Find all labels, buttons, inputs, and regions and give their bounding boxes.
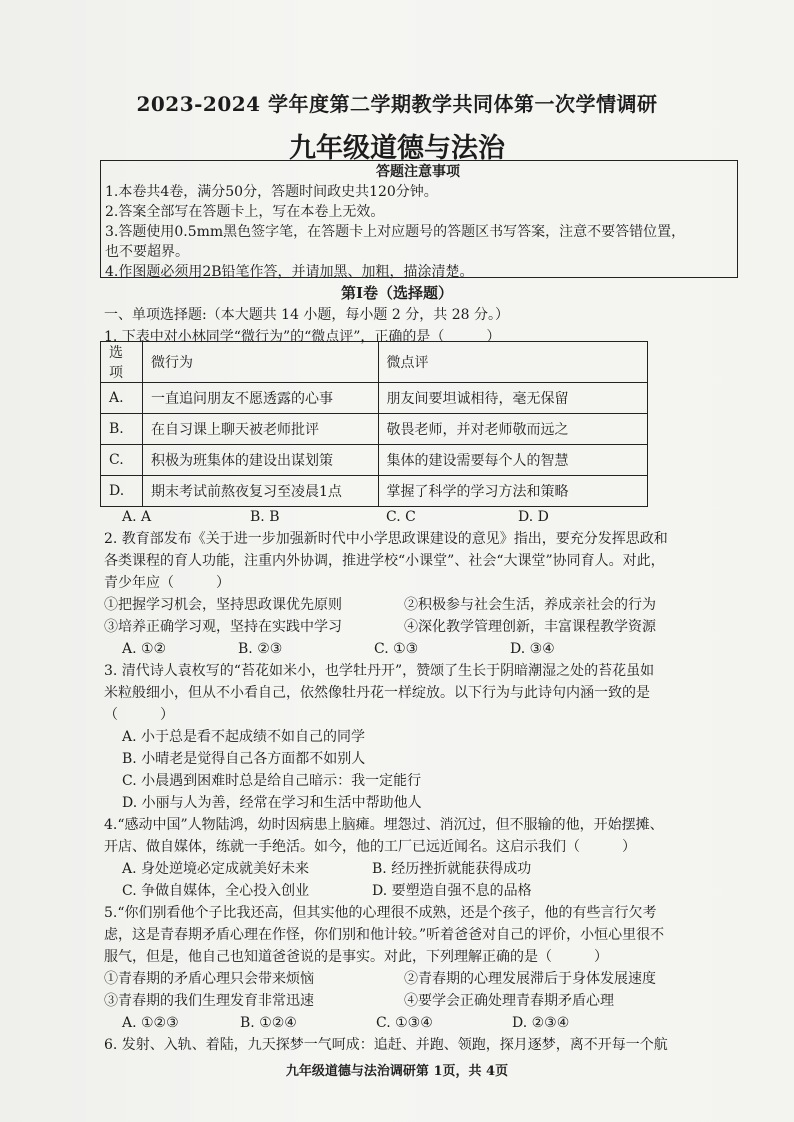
q3-stem-line: 米粒般细小，但从不小看自己，依然像牡丹花一样绽放。以下行为与此诗句内涵一致的是 xyxy=(104,685,650,701)
q5-option-a: A. ①②③ xyxy=(122,1015,179,1031)
q5-options xyxy=(122,1012,762,1034)
table-cell: 朋友间要坦诚相待，毫无保留 xyxy=(378,383,648,414)
section-title: 第Ⅰ卷（选择题） xyxy=(340,284,454,302)
q3-option-a: A. 小于总是看不起成绩不如自己的同学 xyxy=(122,729,366,745)
q4-block xyxy=(104,814,744,902)
q5-statements xyxy=(104,990,744,1012)
statement: ①青春期的矛盾心理只会带来烦恼 xyxy=(104,971,314,987)
notice-item: 1.本卷共4卷，满分50分，答题时间政史共120分钟。 xyxy=(105,184,438,200)
table-cell: 期末考试前熬夜复习至凌晨1点 xyxy=(142,476,378,507)
q2-option-b: B. ②③ xyxy=(238,641,283,657)
q1-options xyxy=(122,506,762,528)
q3-block xyxy=(104,660,744,814)
table-row xyxy=(101,476,648,507)
q2-statements xyxy=(104,616,744,638)
q5-option-c: C. ①③④ xyxy=(376,1015,433,1031)
q3-option-c: C. 小晨遇到困难时总是给自己暗示：我一定能行 xyxy=(122,773,422,789)
statement: ③青春期的我们生理发育非常迅速 xyxy=(104,993,314,1009)
q4-options-row xyxy=(104,858,744,880)
q2-option-a: A. ①② xyxy=(122,641,167,657)
q3-option-d: D. 小丽与人为善，经常在学习和生活中帮助他人 xyxy=(122,795,422,811)
q4-stem-line: 4.“感动中国”人物陆鸿，幼时因病患上脑瘫。埋怨过、消沉过，但不服输的他，开始摆摊、 xyxy=(104,817,664,833)
notice-heading: 答题注意事项 xyxy=(376,164,460,180)
q5-option-b: B. ①②④ xyxy=(240,1015,297,1031)
table-row xyxy=(101,342,648,383)
q1-option-b: B. B xyxy=(250,509,280,525)
table-cell: 一直追问朋友不愿透露的心事 xyxy=(142,383,378,414)
section-instruction: 一、单项选择题:（本大题共 14 小题，每小题 2 分，共 28 分。） xyxy=(104,307,509,323)
q4-option-d: D. 要塑造自强不息的品格 xyxy=(372,883,532,899)
table-cell: 积极为班集体的建设出谋划策 xyxy=(142,445,378,476)
table-cell: 敬畏老师，并对老师敬而远之 xyxy=(378,414,648,445)
q1-option-a: A. A xyxy=(122,509,152,525)
table-row xyxy=(101,414,648,445)
statement: ④深化教学管理创新，丰富课程教学资源 xyxy=(404,619,656,635)
q2-options xyxy=(104,638,744,660)
table-header-cell: 微点评 xyxy=(378,342,648,383)
q3-option-b: B. 小晴老是觉得自己各方面都不如别人 xyxy=(122,751,366,767)
q4-stem-line: 开店、做自媒体，练就一手绝活。如今，他的工厂已远近闻名。这启示我们（ ） xyxy=(104,839,636,855)
q1-option-d: D. D xyxy=(518,509,549,525)
notice-item: 也不要超界。 xyxy=(105,244,189,260)
notice-item: 2.答案全部写在答题卡上，写在本卷上无效。 xyxy=(105,204,385,220)
table-header-cell: 微行为 xyxy=(142,342,378,383)
q2-stem-line: 各类课程的育人功能，注重内外协调，推进学校“小课堂”、社会“大课堂”协同育人。对此， xyxy=(104,553,665,569)
statement: ②青春期的心理发展滞后于身体发展速度 xyxy=(404,971,656,987)
q2-block xyxy=(104,528,744,660)
q3-stem-line: 3. 清代诗人袁枚写的“苔花如米小，也学牡丹开”，赞颂了生长于阴暗潮湿之处的苔花虽如 xyxy=(104,663,655,679)
q6-stem-line: 6. 发射、入轨、着陆，九天探梦一气呵成：追赶、并跑、领跑，探月逐梦，离不开每一个航 xyxy=(104,1037,668,1053)
table-cell: 集体的建设需要每个人的智慧 xyxy=(378,445,648,476)
q1-table xyxy=(100,341,648,507)
q1-stem: 1. 下表中对小林同学“微行为”的“微点评”，正确的是（ ） xyxy=(104,329,501,345)
q2-statements xyxy=(104,594,744,616)
q5-stem-line: 5.“你们别看他个子比我还高，但其实他的心理很不成熟，还是个孩子，他的有些言行欠考 xyxy=(104,905,657,921)
table-cell: D. xyxy=(101,476,143,507)
page-footer: 九年级道德与法治调研第 1页，共 4页 xyxy=(285,1064,509,1079)
q1-option-c: C. C xyxy=(386,509,416,525)
table-cell: A. xyxy=(101,383,143,414)
table-row xyxy=(101,383,648,414)
table-cell: C. xyxy=(101,445,143,476)
statement: ①把握学习机会，坚持思政课优先原则 xyxy=(104,597,342,613)
q5-stem-line: 服气，但是，他自己也知道爸爸说的是事实。对此，下列理解正确的是（ ） xyxy=(104,949,608,965)
q2-stem-line: 2. 教育部发布《关于进一步加强新时代中小学思政课建设的意见》指出，要充分发挥思政和 xyxy=(104,531,668,547)
q2-option-c: C. ①③ xyxy=(374,641,419,657)
statement: ②积极参与社会生活，养成亲社会的行为 xyxy=(404,597,656,613)
table-cell: 在自习课上聊天被老师批评 xyxy=(142,414,378,445)
q5-option-d: D. ②③④ xyxy=(512,1015,570,1031)
table-header-cell: 选项 xyxy=(101,342,143,383)
q5-statements xyxy=(104,968,744,990)
q2-stem-line: 青少年应（ ） xyxy=(104,575,230,591)
table-row xyxy=(101,445,648,476)
q4-option-c: C. 争做自媒体，全心投入创业 xyxy=(122,883,310,899)
notice-box xyxy=(100,160,738,278)
statement: ④要学会正确处理青春期矛盾心理 xyxy=(404,993,614,1009)
q4-options-row xyxy=(104,880,744,902)
table-cell: B. xyxy=(101,414,143,445)
table-cell: 掌握了科学的学习方法和策略 xyxy=(378,476,648,507)
q5-block xyxy=(104,902,744,1012)
q2-option-d: D. ③④ xyxy=(510,641,555,657)
q6-block xyxy=(104,1034,744,1056)
q4-option-a: A. 身处逆境必定成就美好未来 xyxy=(122,861,310,877)
q5-stem-line: 虑，这是青春期矛盾心理在作怪，你们别和他计较。”听着爸爸对自己的评价，小恒心里很不 xyxy=(104,927,665,943)
exam-title: 2023-2024 学年度第二学期教学共同体第一次学情调研 xyxy=(136,92,658,116)
q3-stem-line: （ ） xyxy=(104,707,174,723)
notice-item: 4.作图题必须用2B铅笔作答，并请加黑、加粗，描涂清楚。 xyxy=(105,264,474,280)
subject-title: 九年级道德与法治 xyxy=(289,133,505,164)
q4-option-b: B. 经历挫折就能获得成功 xyxy=(372,861,532,877)
notice-item: 3.答题使用0.5mm黑色签字笔，在答题卡上对应题号的答题区书写答案，注意不要答错位置， xyxy=(105,224,686,240)
statement: ③培养正确学习观，坚持在实践中学习 xyxy=(104,619,342,635)
